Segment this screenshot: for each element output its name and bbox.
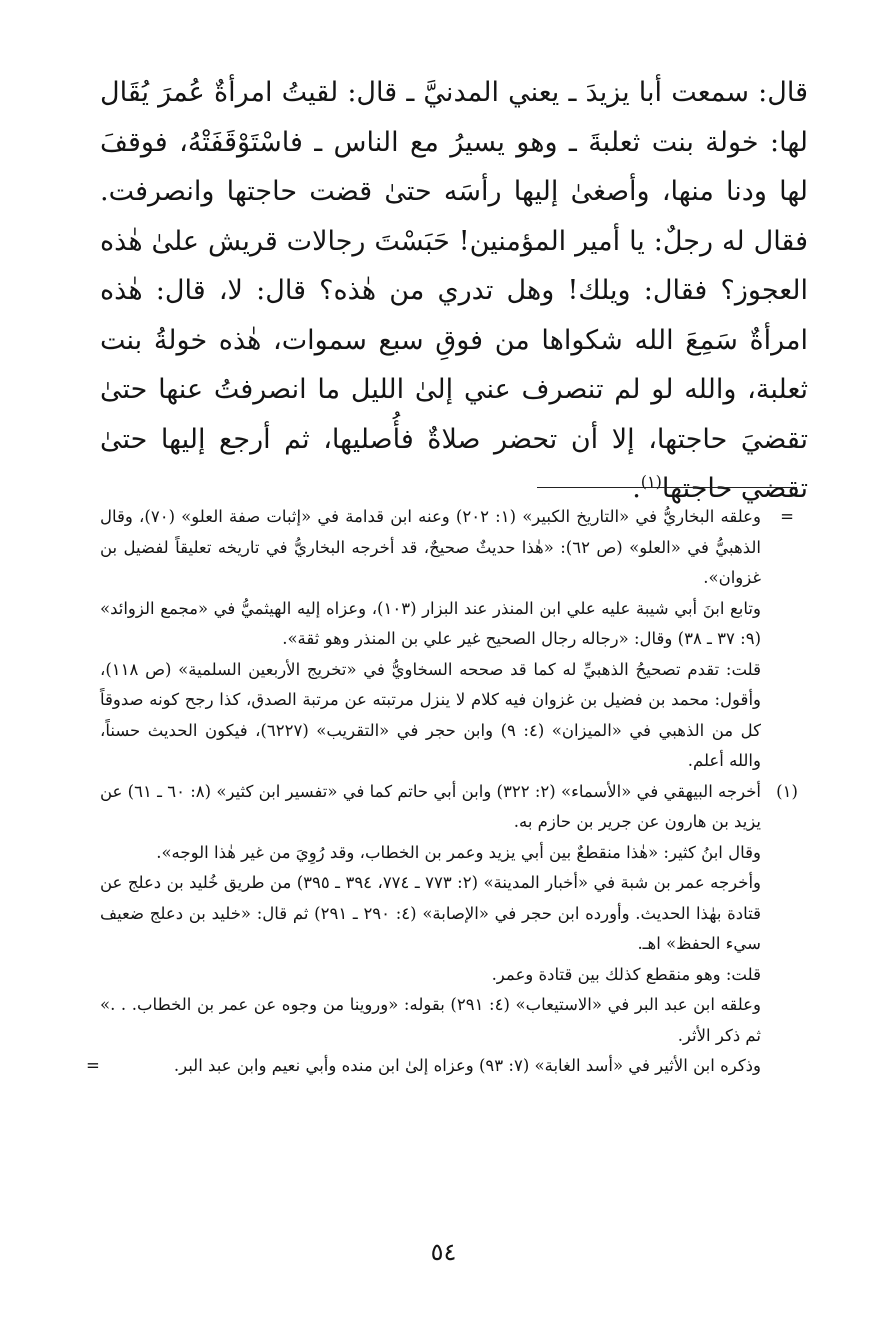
footnote-continued — [100, 502, 808, 594]
footnote-paragraph: وعلقه البخاريُّ في «التاريخ الكبير» (١: ٢٠٢) وعنه ابن قدامة في «إثبات صفة العلو» (٧٠)، وقال الذهبيُّ في «العلو» (ص ٦٢): «هٰذا حديثٌ صحيحٌ، قد أخرجه البخاريُّ في تاريخه تعليقاً لفضيل بن غزوان». — [100, 507, 761, 587]
footnote-paragraph: وتابع ابنَ أبي شيبة عليه علي ابن المنذر عند البزار (١٠٣)، وعزاه إليه الهيثميُّ في «مجمع الزوائد» (٩: ٣٧ ـ ٣٨) وقال: «رجاله رجال الصحيح غير علي بن المنذر وهو ثقة». — [100, 598, 761, 648]
main-paragraph — [100, 68, 808, 514]
footnotes — [86, 502, 808, 1082]
footnote-paragraph: وقال ابنُ كثير: «هٰذا منقطعٌ بين أبي يزيد وعمر بن الخطاب، وقد رُوِيَ من غير هٰذا الوجه». — [156, 842, 761, 862]
footnote-last-line — [86, 1051, 808, 1082]
footnote-separator — [537, 487, 797, 488]
footnote-paragraph: وعلقه ابن عبد البر في «الاستيعاب» (٤: ٢٩١) بقوله: «وروينا من وجوه عن عمر بن الخطاب. . .» ثم ذكر الأثر. — [100, 995, 761, 1045]
page-number: ٥٤ — [430, 1238, 457, 1266]
footnote-paragraph: قلت: وهو منقطع كذلك بين قتادة وعمر. — [491, 964, 761, 984]
footnote-1 — [100, 777, 808, 838]
continued-marker: = — [780, 507, 794, 526]
main-paragraph-end: . — [632, 473, 641, 504]
footnote-paragraph: وأخرجه عمر بن شبة في «أخبار المدينة» (٢: ٧٧٣ ـ ٧٧٤، ٣٩٤ ـ ٣٩٥) من طريق خُليد بن دعلج عن قتادة بهٰذا الحديث. وأورده ابن حجر في «الإصابة» (٤: ٢٩٠ ـ ٢٩١) ثم قال: «خليد بن دعلج ضعيف سيء الحفظ» اهـ. — [100, 873, 762, 953]
main-paragraph-text: قال: سمعت أبا يزيدَ ـ يعني المدنيَّ ـ قال: لقيتُ امرأةٌ عُمرَ يُقَال لها: خولة بنت ثعلبةَ ـ وهو يسيرُ مع الناس ـ فاسْتَوْقَفَتْهُ، فوقفَ لها ودنا منها، وأصغىٰ إليها رأسَه حتىٰ قضت حاجتها وانصرفت. فقال له رجلٌ: يا أمير المؤمنين! حَبَسْتَ رجالات قريش علىٰ هٰذه العجوز؟ فقال: ويلك! وهل تدري من هٰذه؟ قال: لا، قال: هٰذه امرأةٌ سَمِعَ الله شكواها من فوقِ سبع سموات، هٰذه خولةُ بنت ثعلبة، والله لو لم تنصرف عني إلىٰ الليل ما انصرفتُ عنها حتىٰ تقضيَ حاجتها، إلا أن تحضر صلاةٌ فأُصليها، ثم أرجع إليها حتىٰ تقضي حاجتها — [100, 77, 808, 504]
footnote-paragraph: وذكره ابن الأثير في «أسد الغابة» (٧: ٩٣) وعزاه إلىٰ ابن منده وأبي نعيم وابن عبد البر. — [173, 1056, 761, 1075]
footnote-paragraph: أخرجه البيهقي في «الأسماء» (٢: ٣٢٢) وابن أبي حاتم كما في «تفسير ابن كثير» (٨: ٦٠ ـ ٦١) عن يزيد بن هارون عن جرير بن حازم به. — [100, 781, 761, 831]
footnote-reference: (١) — [640, 472, 662, 491]
main-text — [100, 68, 808, 514]
continues-marker: = — [86, 1056, 100, 1075]
footnote-paragraph: قلت: تقدم تصحيحُ الذهبيِّ له كما قد صححه السخاويُّ في «تخريج الأربعين السلمية» (ص ١١٨)، وأقول: محمد بن فضيل بن غزوان فيه كلام لا ينزل مرتبته عن مرتبة الصدق، كذا رجح كونه صدوقاً كل من الذهبي في «الميزان» (٤: ٩) وابن حجر في «التقريب» (٦٢٢٧)، فيكون الحديث حسناً، والله أعلم. — [100, 659, 761, 770]
footnote-1-marker: (١) — [776, 781, 798, 801]
